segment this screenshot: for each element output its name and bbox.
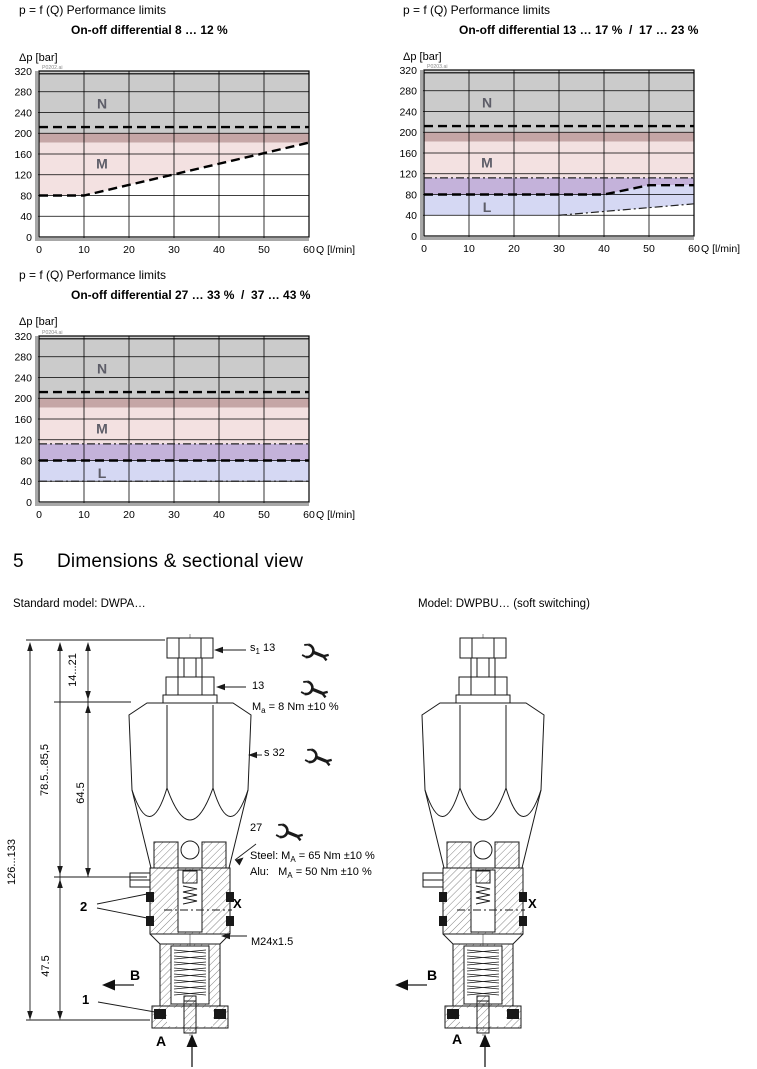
svg-text:120: 120 [14, 169, 32, 182]
svg-text:10: 10 [463, 243, 475, 255]
item-2-label: 2 [80, 899, 88, 914]
svg-text:20: 20 [508, 243, 520, 255]
chart1-ylabel: Δp [bar] [19, 52, 58, 64]
svg-text:L: L [97, 464, 107, 481]
svg-text:50: 50 [643, 243, 655, 255]
svg-text:M: M [96, 420, 108, 437]
chart3-subtitle: On-off differential 27 … 33 % / 37 … 43 % [71, 288, 311, 302]
svg-text:200: 200 [399, 127, 417, 140]
svg-text:240: 240 [399, 106, 417, 119]
svg-text:40: 40 [213, 509, 225, 521]
chart2-plot [394, 58, 754, 258]
svg-text:20: 20 [123, 509, 135, 521]
svg-text:10: 10 [78, 509, 90, 521]
svg-text:P0204.ai: P0204.ai [42, 330, 63, 336]
port-a-label-right: A [452, 1031, 463, 1047]
port-b-label-right: B [427, 967, 438, 983]
svg-text:L: L [482, 198, 492, 215]
svg-text:60: 60 [688, 243, 700, 255]
svg-text:120: 120 [14, 434, 32, 447]
svg-text:60: 60 [303, 509, 315, 521]
svg-text:30: 30 [168, 244, 180, 256]
chart2-ylabel: Δp [bar] [403, 51, 442, 63]
svg-text:160: 160 [14, 413, 32, 426]
svg-text:Q [l/min]: Q [l/min] [701, 243, 741, 255]
svg-text:30: 30 [168, 509, 180, 521]
svg-text:50: 50 [258, 509, 270, 521]
svg-text:240: 240 [14, 372, 32, 385]
sectional-drawing-left [0, 628, 400, 1069]
port-b-label-left: B [130, 967, 141, 983]
svg-text:200: 200 [14, 393, 32, 406]
svg-text:0: 0 [411, 230, 417, 243]
svg-text:200: 200 [14, 128, 32, 141]
svg-text:N: N [96, 360, 108, 377]
svg-text:M: M [481, 154, 493, 171]
section-title: Dimensions & sectional view [57, 551, 304, 572]
chart3-plot [9, 324, 369, 524]
svg-text:20: 20 [123, 244, 135, 256]
svg-text:0: 0 [36, 244, 42, 256]
svg-text:320: 320 [399, 64, 417, 77]
section-number: 5 [13, 551, 24, 572]
svg-text:P0203.ai: P0203.ai [427, 64, 448, 70]
svg-text:40: 40 [20, 476, 32, 489]
port-x-label-right: X [528, 896, 537, 911]
chart3-ylabel: Δp [bar] [19, 316, 58, 328]
model-label-right: Model: DWPBU… (soft switching) [418, 598, 590, 610]
wrench-size-s32-label: s 32 [264, 747, 285, 759]
svg-text:160: 160 [14, 148, 32, 161]
item-1-label: 1 [82, 992, 90, 1007]
svg-text:P0202.ai: P0202.ai [42, 65, 63, 71]
svg-text:280: 280 [14, 86, 32, 99]
svg-text:N: N [96, 95, 108, 112]
chart1-subtitle: On-off differential 8 … 12 % [71, 23, 228, 37]
wrench-size-13-label: 13 [252, 680, 265, 692]
chart1-plot [9, 59, 369, 259]
svg-text:10: 10 [78, 244, 90, 256]
dim-47-5: 47.5 [40, 955, 52, 977]
svg-text:M: M [96, 155, 108, 172]
chart2-title: p = f (Q) Performance limits [403, 3, 551, 17]
port-a-label-left: A [156, 1033, 167, 1049]
model-label-left: Standard model: DWPA… [13, 598, 146, 610]
svg-text:50: 50 [258, 244, 270, 256]
chart3-title: p = f (Q) Performance limits [19, 268, 167, 282]
chart2-subtitle: On-off differential 13 … 17 % / 17 … 23 % [459, 23, 699, 37]
wrench-size-27-label: 27 [250, 822, 263, 834]
svg-text:320: 320 [14, 330, 32, 343]
chart1-title: p = f (Q) Performance limits [19, 3, 167, 17]
svg-text:240: 240 [14, 107, 32, 120]
svg-text:0: 0 [36, 509, 42, 521]
svg-text:80: 80 [20, 190, 32, 203]
torque-ma-label: $M_a = 8$ Nm ±10 % [252, 701, 339, 716]
sectional-drawing-right [390, 628, 757, 1069]
port-x-label-left: X [233, 896, 242, 911]
torque-steel-label: Steel: $M_A = 65$ Nm ±10 % [250, 850, 375, 865]
dim-64-5: 64.5 [75, 782, 87, 804]
svg-text:120: 120 [399, 168, 417, 181]
svg-text:0: 0 [421, 243, 427, 255]
svg-text:30: 30 [553, 243, 565, 255]
svg-text:280: 280 [14, 351, 32, 364]
dim-78-85: 78.5...85,5 [39, 744, 51, 796]
dim-126-133: 126...133 [6, 839, 18, 885]
section-heading [13, 551, 303, 573]
svg-text:40: 40 [405, 210, 417, 223]
svg-text:80: 80 [405, 189, 417, 202]
svg-text:160: 160 [399, 147, 417, 160]
svg-text:0: 0 [26, 231, 32, 244]
torque-alu-label: Alu: $M_A = 50$ Nm ±10 % [250, 866, 372, 881]
svg-text:Q [l/min]: Q [l/min] [316, 509, 356, 521]
svg-text:320: 320 [14, 65, 32, 78]
svg-text:40: 40 [213, 244, 225, 256]
svg-text:40: 40 [20, 211, 32, 224]
thread-label: M24x1.5 [251, 936, 294, 948]
dim-14-21: 14...21 [67, 653, 79, 687]
svg-text:0: 0 [26, 496, 32, 509]
svg-text:280: 280 [399, 85, 417, 98]
svg-text:80: 80 [20, 455, 32, 468]
svg-text:Q [l/min]: Q [l/min] [316, 244, 356, 256]
wrench-size-s1-label: $s_1$ 13 [250, 642, 276, 657]
svg-text:60: 60 [303, 244, 315, 256]
svg-text:40: 40 [598, 243, 610, 255]
svg-text:N: N [481, 94, 493, 111]
